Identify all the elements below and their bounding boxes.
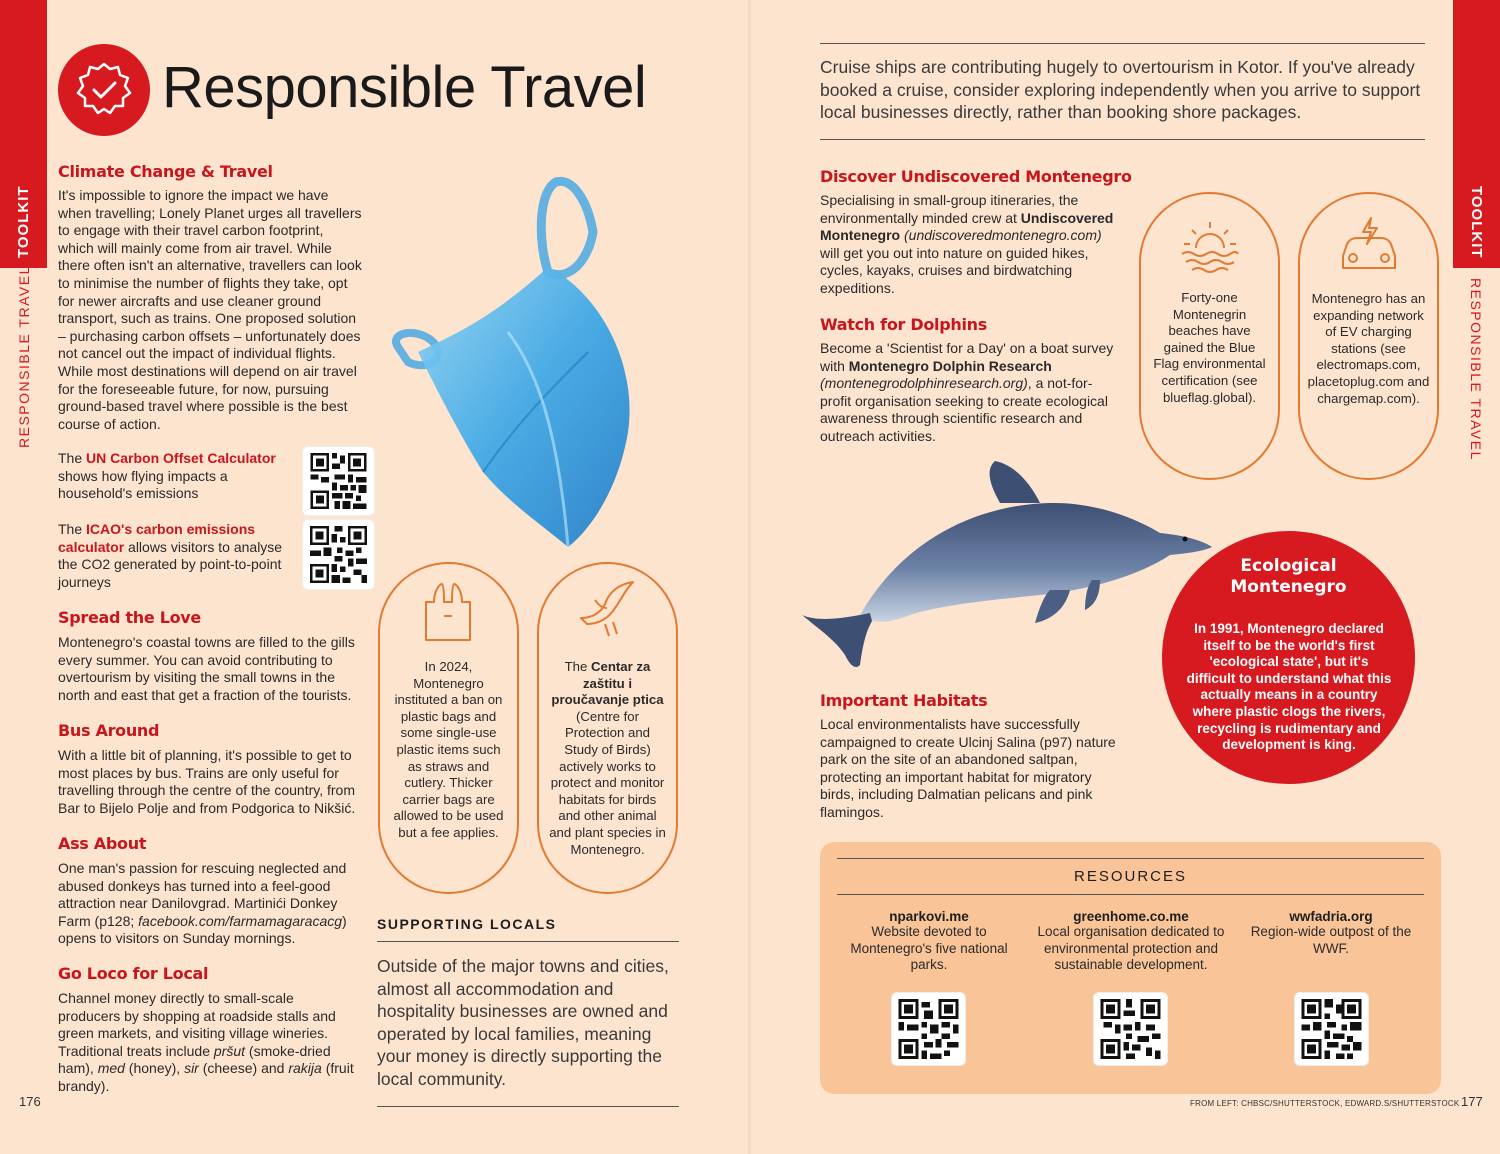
loco-heading: Go Loco for Local [58,964,209,983]
spread-heading: Spread the Love [58,608,201,627]
plastic-bag-image [388,172,648,562]
ecological-body: In 1991, Montenegro declared itself to be the world's first 'ecological state', but it's difficult to understand what this actually means in a country where plastic clogs the rivers, recycling is rudimentary and development is king. [1186,621,1392,753]
resource-item [845,909,1013,974]
bird-icon [575,578,637,640]
qr-code-icon [1100,999,1161,1059]
resource-description: Local organisation dedicated to environmental protection and sustainable development. [1037,924,1225,973]
resource-link[interactable]: greenhome.co.me [1073,909,1189,924]
page-number-left: 176 [19,1094,41,1109]
supporting-locals-heading: SUPPORTING LOCALS [377,916,557,932]
resource-link[interactable]: wwfadria.org [1289,909,1373,924]
ass-body: One man's passion for rescuing neglected and abused donkeys has turned into a feel-good attraction near Danilovgrad. Martinići Donkey Farm (p128; facebook.com/farmamagaracacg) opens to visitors on Sunday mornings. [58,860,347,947]
resource-description: Region-wide outpost of the WWF. [1250,924,1412,956]
page-title: Responsible Travel [162,55,647,120]
bird-centre-text: The Centar za zaštitu i proučavanje ptica (Centre for Protection and Study of Birds) actively works to protect and monitor habitats for birds and other animal and plant species in Montenegro. [549,659,666,857]
qr-code-nparkovi[interactable] [892,993,965,1065]
resources-heading: RESOURCES [1073,868,1188,885]
ev-car-icon [1337,216,1401,276]
qr-code-icon [1301,999,1362,1059]
loco-body: Channel money directly to small-scale producers by shopping at roadside stalls and green markets, and visiting village wineries. Traditional treats include pršut (smoke-dried ham), med (honey), sir (cheese) and rakija (fruit brandy). [58,990,354,1094]
page-number-right: 177 [1461,1094,1483,1109]
icao-text: The ICAO's carbon emissions calculator allows visitors to analyse the CO2 generated by point-to-point journeys [58,521,283,590]
qr-code-wwf[interactable] [1295,993,1368,1065]
qr-code-greenhome[interactable] [1094,993,1167,1065]
dolphin-image [800,455,1220,680]
climate-heading: Climate Change & Travel [58,162,273,181]
supporting-bottom-rule [377,1106,679,1107]
cruise-intro: Cruise ships are contributing hugely to overtourism in Kotor. If you've already booked a cruise, consider exploring independently when you arrive to support local businesses directly, rather than booking shore packages. [820,57,1421,122]
dolphin-research-link[interactable]: (montenegrodolphinresearch.org) [820,375,1028,392]
intro-top-rule [820,43,1425,44]
icao-calculator-link[interactable]: ICAO's carbon emissions calculator [58,521,256,555]
habitats-heading: Important Habitats [820,691,988,710]
resource-description: Website devoted to Montenegro's five national parks. [850,924,1008,973]
donkey-farm-link[interactable]: facebook.com/farmamagaracacg [138,912,343,929]
qr-code-icon [309,526,368,583]
right-tab-toolkit: TOOLKIT [1468,186,1485,259]
climate-body: It's impossible to ignore the impact we have when travelling; Lonely Planet urges all travellers to engage with their travel carbon footprint, which will mainly come from air travel. While there often isn't an alternative, travellers can look to minimise the number of flights they take, opt for newer aircrafts and use cleaner ground transport, such as trains. One proposed solution – purchasing carbon offsets – unfortunately does not cancel out the impact of individual flights. While most destinations will depend on air travel for the foreseeable future, for now, pursuing ground-based travel where possible is the best course of action. [58,187,362,432]
qr-code-un[interactable] [303,447,374,515]
verified-badge-icon [58,44,150,136]
bus-body: With a little bit of planning, it's possible to get to most places by bus. Trains are only useful for travelling through the centre of the country, from Bar to Bijelo Polje and from Podgorica to Nikšić. [58,747,356,816]
plastic-bag-icon [420,580,476,644]
discover-heading: Discover Undiscovered Montenegro [820,167,1132,186]
qr-code-icao[interactable] [303,520,374,589]
ass-heading: Ass About [58,834,147,853]
undiscovered-link[interactable]: (undiscoveredmontenegro.com) [900,227,1102,244]
dolphins-body: Become a 'Scientist for a Day' on a boat survey with Montenegro Dolphin Research (montenegrodolphinresearch.org), a not-for-profit organisation seeking to create ecological awareness through scientific research and outreach activities. [820,340,1114,444]
bag-ban-text: In 2024, Montenegro instituted a ban on plastic bags and some single-use plastic items such as straws and cutlery. Thicker carrier bags are allowed to be used but a fee applies. [393,659,504,840]
sun-waves-icon [1180,218,1240,274]
blue-flag-text: Forty-one Montenegrin beaches have gained the Blue Flag environmental certification (see blueflag.global). [1153,290,1266,405]
supporting-top-rule [377,941,679,942]
qr-code-icon [309,453,368,509]
left-tab-section: RESPONSIBLE TRAVEL [16,265,32,448]
bus-heading: Bus Around [58,721,160,740]
ev-text: Montenegro has an expanding network of EV charging stations (see electromaps.com, placetoplug.com and chargemap.com). [1307,291,1430,406]
page-gutter [748,0,752,1154]
resources-top-rule [837,858,1424,859]
ecological-title: Ecological Montenegro [1230,556,1347,597]
discover-body: Specialising in small-group itineraries, the environmentally minded crew at Undiscovered Montenegro (undiscoveredmontenegro.com) will get you out into nature on guided hikes, cycles, kayaks, cruises and birdwatching expeditions. [820,192,1114,296]
qr-code-icon [898,999,959,1059]
un-calculator-link[interactable]: UN Carbon Offset Calculator [86,450,276,466]
right-tab-section: RESPONSIBLE TRAVEL [1468,278,1484,461]
spread-body: Montenegro's coastal towns are filled to the gills every summer. You can avoid contributing to overtourism by visiting the small towns in the north and east that get a fraction of the tourists. [58,634,355,703]
left-tab-toolkit: TOOLKIT [15,185,32,258]
dolphins-heading: Watch for Dolphins [820,315,987,334]
supporting-locals-body: Outside of the major towns and cities, almost all accommodation and hospitality businesses are owned and operated by local families, meaning your money is directly supporting the local community. [377,956,669,1089]
resources-bottom-rule [837,894,1424,895]
resource-item [1037,909,1225,974]
un-calculator-text: The UN Carbon Offset Calculator shows how flying impacts a household's emissions [58,450,276,502]
photo-credit: FROM LEFT: CHBSC/SHUTTERSTOCK, EDWARD.S/SHUTTERSTOCK [1190,1099,1460,1108]
resource-item [1247,909,1415,957]
intro-bottom-rule [820,139,1425,140]
resource-link[interactable]: nparkovi.me [889,909,969,924]
habitats-body: Local environmentalists have successfully campaigned to create Ulcinj Salina (p97) nature park on the site of an abandoned saltpan, protecting an important habitat for migratory birds, including Dalmatian pelicans and pink flamingos. [820,716,1116,820]
